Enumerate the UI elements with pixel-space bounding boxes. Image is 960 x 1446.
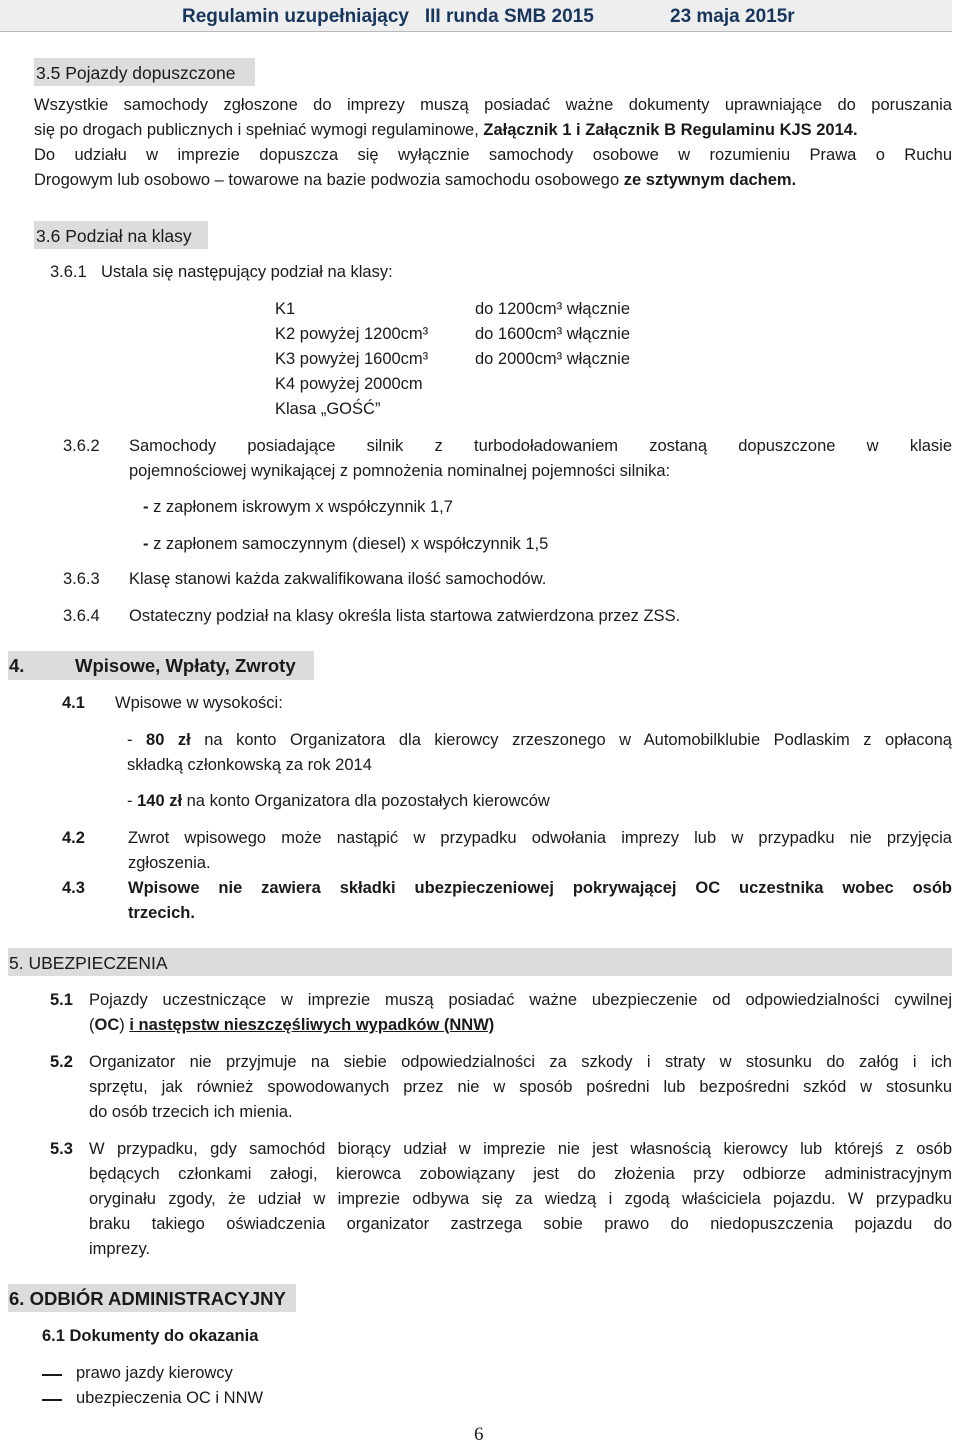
- section-6-1-heading: 6.1 Dokumenty do okazania: [42, 1327, 259, 1345]
- s35-p1-line1: Wszystkie samochody zgłoszone do imprezy muszą posiadać ważne dokumenty uprawniające do poruszania: [34, 96, 952, 114]
- p51-number: 5.1: [50, 991, 73, 1009]
- page-header: [0, 0, 952, 32]
- s35-p2-line2: [34, 168, 796, 193]
- section-5-heading: 5. UBEZPIECZENIA: [9, 953, 168, 973]
- class-k2-range: do 1600cm³ włącznie: [475, 325, 630, 343]
- bullet-spark-ignition: [143, 495, 453, 520]
- s35-p1-line2: [34, 118, 858, 143]
- p364-number: 3.6.4: [63, 607, 100, 625]
- p51-nnw: i następstw nieszczęśliwych wypadków (NNW): [129, 1016, 495, 1034]
- class-k1-label: K1: [275, 300, 296, 318]
- class-k2-label: K2 powyżej 1200cm³: [275, 325, 429, 343]
- p363-number: 3.6.3: [63, 570, 100, 588]
- class-guest-label: Klasa „GOŚĆ”: [275, 400, 381, 418]
- p51-paren-open: (: [89, 1016, 95, 1034]
- fee1-dash: -: [127, 731, 147, 749]
- doc-item-insurance: ubezpieczenia OC i NNW: [76, 1389, 264, 1407]
- p53-number: 5.3: [50, 1140, 73, 1158]
- p363-text: Klasę stanowi każda zakwalifikowana ilość samochodów.: [129, 570, 547, 588]
- p43-number: 4.3: [62, 879, 85, 897]
- fee2-amount: 140 zł: [137, 792, 183, 810]
- s35-p2-line2-bold: ze sztywnym dachem.: [623, 171, 797, 189]
- p52-line3: do osób trzecich ich mienia.: [89, 1103, 293, 1121]
- page-number: 6: [474, 1424, 484, 1445]
- bullet-dash: -: [143, 535, 149, 553]
- p362-line2: pojemnościowej wynikającej z pomnożenia nominalnej pojemności silnika:: [129, 462, 671, 480]
- bullet-diesel: [143, 532, 548, 557]
- p364-text: Ostateczny podział na klasy określa lista startowa zatwierdzona przez ZSS.: [129, 607, 681, 625]
- p53-line5: imprezy.: [89, 1240, 151, 1258]
- fee2-dash: -: [127, 792, 138, 810]
- fee2-line: [127, 789, 550, 814]
- fee1-amount: 80 zł: [146, 731, 191, 749]
- section-6-heading: 6. ODBIÓR ADMINISTRACYJNY: [9, 1288, 286, 1309]
- p362-line1: Samochody posiadające silnik z turbodoładowaniem zostaną dopuszczone w klasie: [129, 437, 952, 455]
- list-dash-icon: [42, 1374, 62, 1376]
- p42-number: 4.2: [62, 829, 85, 847]
- p41-text: Wpisowe w wysokości:: [115, 694, 283, 712]
- p53-line3: oryginału zgody, że udział w imprezie odbywa się za wiedzą i zgodą właściciela pojazdu. W przypadku: [89, 1190, 952, 1208]
- class-k3-range: do 2000cm³ włącznie: [475, 350, 630, 368]
- p52-number: 5.2: [50, 1053, 73, 1071]
- p53-line1: W przypadku, gdy samochód biorący udział w imprezie nie jest własnością kierowcy lub którejś z osób: [89, 1140, 952, 1158]
- class-k3-label: K3 powyżej 1600cm³: [275, 350, 429, 368]
- class-k1-range: do 1200cm³ włącznie: [475, 300, 630, 318]
- s35-p1-line2-bold: Załącznik 1 i Załącznik B Regulaminu KJS 2014.: [483, 121, 858, 139]
- list-dash-icon: [42, 1399, 62, 1401]
- p52-line2: sprzętu, jak również spowodowanych przez nie w sposób pośredni lub bezpośredni szkód w stosunku: [89, 1078, 952, 1096]
- p41-number: 4.1: [62, 694, 85, 712]
- class-k4-label: K4 powyżej 2000cm: [275, 375, 423, 393]
- doc-item-license: prawo jazdy kierowcy: [76, 1364, 233, 1382]
- p51-line2: [89, 1013, 494, 1038]
- section-3-6-heading: 3.6 Podział na klasy: [36, 226, 192, 246]
- bullet-text: z zapłonem iskrowym x współczynnik 1,7: [148, 498, 453, 516]
- p362-number: 3.6.2: [63, 437, 100, 455]
- header-date: 23 maja 2015r: [670, 6, 795, 27]
- p51-line1: Pojazdy uczestniczące w imprezie muszą posiadać ważne ubezpieczenie od odpowiedzialności cywilnej: [89, 991, 952, 1009]
- p43-line2: trzecich.: [128, 904, 195, 922]
- p42-line2: zgłoszenia.: [128, 854, 211, 872]
- p52-line1: Organizator nie przyjmuje na siebie odpowiedzialności za szkody i straty w stosunku do załóg i ich: [89, 1053, 952, 1071]
- p361-text: Ustala się następujący podział na klasy:: [101, 263, 393, 281]
- header-title: Regulamin uzupełniający III runda SMB 2015: [182, 6, 594, 27]
- s35-p2-line2-text: Drogowym lub osobowo – towarowe na bazie podwozia samochodu osobowego: [34, 171, 624, 189]
- p361-number: 3.6.1: [50, 263, 87, 281]
- s35-p2-line1: Do udziału w imprezie dopuszcza się wyłącznie samochody osobowe w rozumieniu Prawa o Ruchu: [34, 146, 952, 164]
- fee1-line2: składką członkowską za rok 2014: [127, 756, 372, 774]
- fee1-text: na konto Organizatora dla kierowcy zrzeszonego w Automobilklubie Podlaskim z opłaconą: [190, 731, 952, 749]
- fee2-text: na konto Organizatora dla pozostałych kierowców: [182, 792, 550, 810]
- p53-line2: będących członkami załogi, kierowca zobowiązany jest do złożenia przy odbiorze administracyjnym: [89, 1165, 952, 1183]
- p51-paren-close: ): [119, 1016, 130, 1034]
- p53-line4: braku takiego oświadczenia organizator zastrzega sobie prawo do niedopuszczenia pojazdu do: [89, 1215, 952, 1233]
- bullet-dash: -: [143, 498, 149, 516]
- p43-line1: Wpisowe nie zawiera składki ubezpieczeniowej pokrywającej OC uczestnika wobec osób: [128, 879, 952, 897]
- fee1-line1: [127, 728, 952, 753]
- section-4-heading-number: 4.: [9, 655, 25, 676]
- section-4-heading-text: Wpisowe, Wpłaty, Zwroty: [75, 655, 296, 676]
- p51-oc: OC: [94, 1016, 120, 1034]
- section-3-5-heading: 3.5 Pojazdy dopuszczone: [36, 63, 236, 83]
- bullet-text: z zapłonem samoczynnym (diesel) x współczynnik 1,5: [148, 535, 549, 553]
- s35-p1-line2-text: się po drogach publicznych i spełniać wymogi regulaminowe,: [34, 121, 484, 139]
- p42-line1: Zwrot wpisowego może nastąpić w przypadku odwołania imprezy lub w przypadku nie przyjęcia: [128, 829, 952, 847]
